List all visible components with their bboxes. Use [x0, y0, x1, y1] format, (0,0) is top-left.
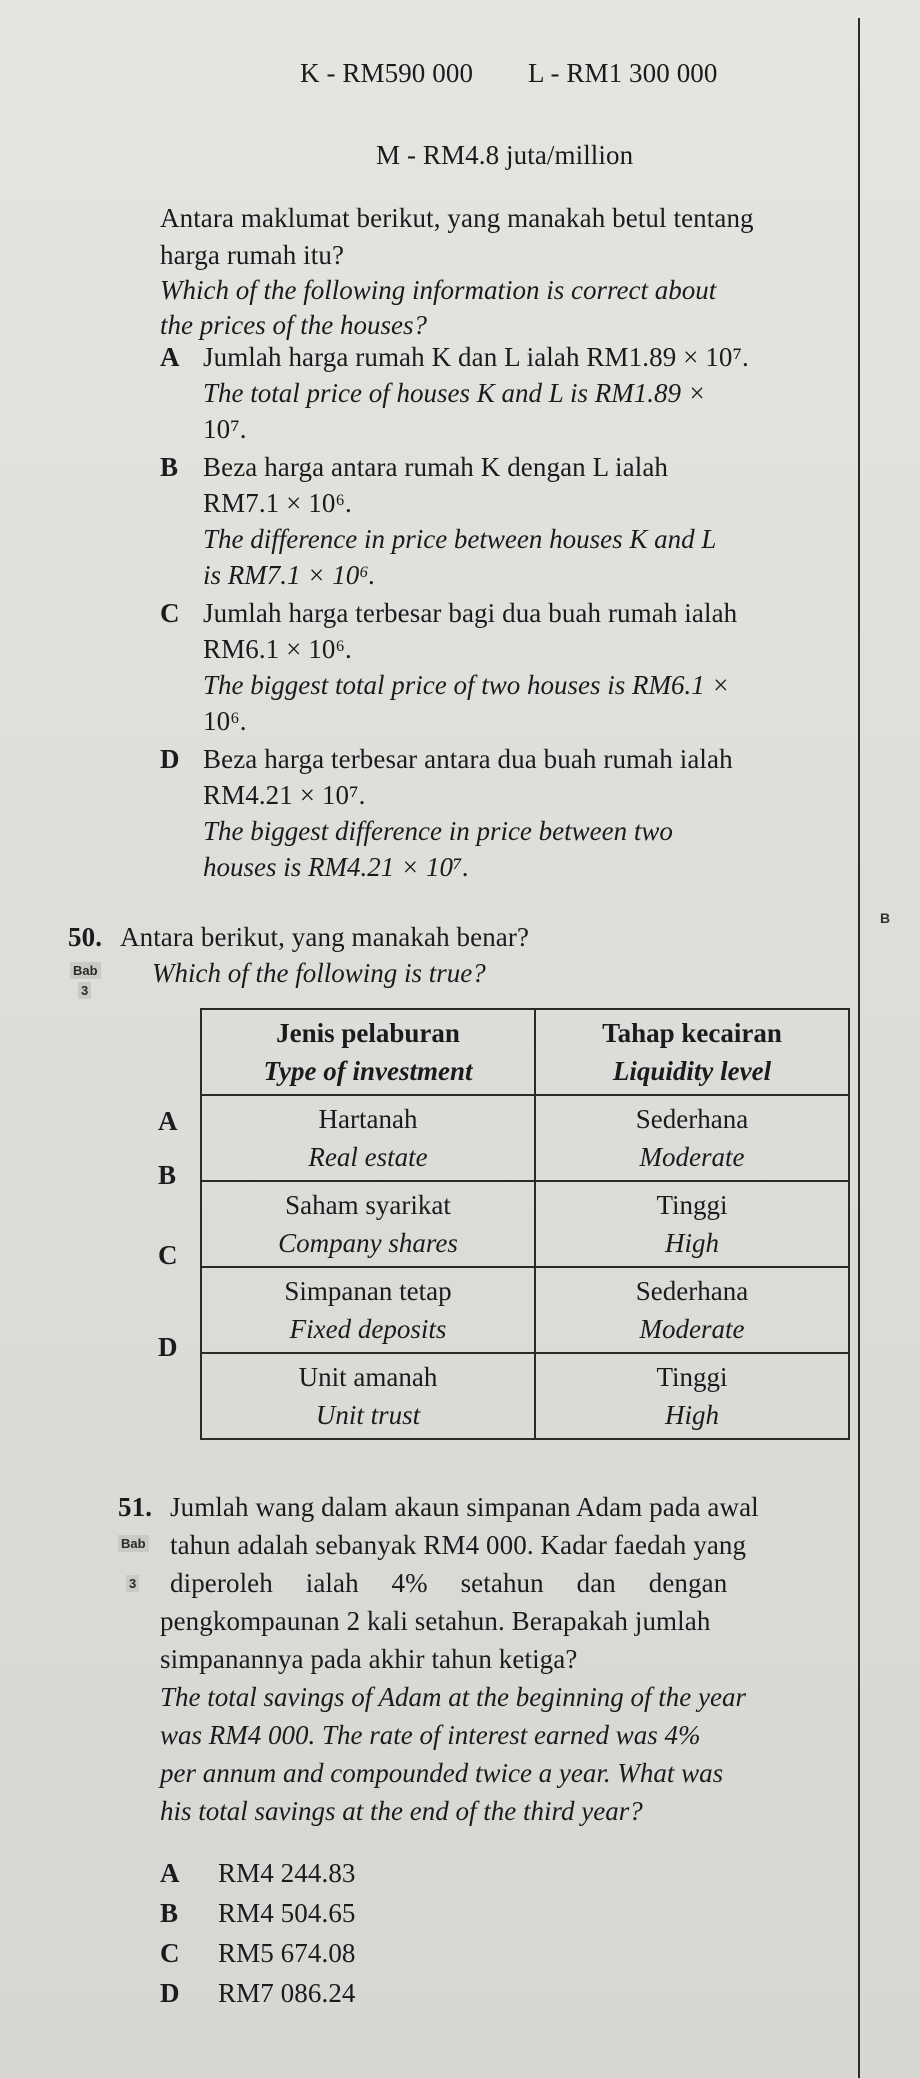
- q51-ms-1: Jumlah wang dalam akaun simpanan Adam pada awal: [170, 1492, 759, 1522]
- q49-option-a-en-1: The total price of houses K and L is RM1.89 ×: [203, 378, 706, 408]
- q49-option-d-en-1: The biggest difference in price between two: [203, 816, 673, 846]
- q49-option-b-en-2: is RM7.1 × 10⁶.: [203, 560, 376, 590]
- q50-number: 50.: [68, 922, 103, 952]
- q51-option-c-text: RM5 674.08: [218, 1938, 356, 1968]
- q49-stem-ms-1: Antara maklumat berikut, yang manakah betul tentang: [160, 203, 754, 233]
- liquidity-ms: Sederhana: [635, 1104, 749, 1134]
- investment-ms: Simpanan tetap: [284, 1276, 452, 1306]
- q50-stem-ms: Antara berikut, yang manakah benar?: [120, 922, 530, 952]
- liquidity-ms: Tinggi: [656, 1190, 728, 1220]
- q49-option-d-ms-1: Beza harga terbesar antara dua buah rumah ialah: [203, 744, 733, 774]
- q51-option-a-letter[interactable]: A: [160, 1858, 180, 1888]
- q51-option-b-text: RM4 504.65: [218, 1898, 356, 1928]
- q49-stem-en-1: Which of the following information is correct about: [160, 275, 717, 305]
- q49-option-b-ms-2: RM7.1 × 10⁶.: [203, 488, 352, 518]
- cell-liquidity: [535, 1267, 849, 1353]
- q51-en-2: was RM4 000. The rate of interest earned was 4%: [160, 1720, 701, 1750]
- cell-investment: [201, 1353, 535, 1439]
- liquidity-ms: Tinggi: [656, 1362, 728, 1392]
- investment-en: Company shares: [278, 1228, 458, 1258]
- q51-ms-3: diperoleh ialah 4% setahun dan dengan: [170, 1568, 728, 1598]
- q50-stem-en: Which of the following is true?: [152, 958, 486, 988]
- investment-ms: Unit amanah: [298, 1362, 438, 1392]
- q49-option-d-ms-2: RM4.21 × 10⁷.: [203, 780, 366, 810]
- investment-en: Real estate: [308, 1142, 428, 1172]
- q51-ms-4: pengkompaunan 2 kali setahun. Berapakah jumlah: [160, 1606, 711, 1636]
- q50-row-d-letter[interactable]: D: [158, 1332, 178, 1362]
- header-liquidity-level: [535, 1009, 849, 1095]
- liquidity-en: Moderate: [639, 1142, 745, 1172]
- header-col1-en: Type of investment: [263, 1056, 473, 1086]
- liquidity-en: High: [665, 1400, 719, 1430]
- price-k: K - RM590 000: [300, 58, 474, 88]
- q49-option-a-en-2: 10⁷.: [203, 414, 247, 444]
- cell-liquidity: [535, 1095, 849, 1181]
- margin-line: [858, 18, 860, 2078]
- q49-option-a-ms: Jumlah harga rumah K dan L ialah RM1.89 × 10⁷.: [203, 342, 749, 372]
- q51-bab-num: 3: [126, 1575, 139, 1592]
- q50-bab-num: 3: [78, 982, 91, 999]
- cell-liquidity: [535, 1181, 849, 1267]
- q50-row-b-letter[interactable]: B: [158, 1160, 177, 1190]
- table-row: [201, 1095, 849, 1181]
- price-m: M - RM4.8 juta/million: [376, 140, 634, 170]
- investment-ms: Saham syarikat: [285, 1190, 451, 1220]
- q51-option-b-letter[interactable]: B: [160, 1898, 179, 1928]
- table-row: [201, 1267, 849, 1353]
- investment-table: [200, 1008, 850, 1440]
- investment-en: Fixed deposits: [289, 1314, 447, 1344]
- q49-option-b-en-1: The difference in price between houses K and L: [203, 524, 717, 554]
- liquidity-ms: Sederhana: [635, 1276, 749, 1306]
- header-col2-ms: Tahap kecairan: [602, 1018, 782, 1048]
- q49-stem-ms-2: harga rumah itu?: [160, 240, 345, 270]
- q51-ms-5: simpanannya pada akhir tahun ketiga?: [160, 1644, 578, 1674]
- q49-option-c-ms-1: Jumlah harga terbesar bagi dua buah rumah ialah: [203, 598, 738, 628]
- cell-investment: [201, 1267, 535, 1353]
- q49-option-a-letter[interactable]: A: [160, 342, 180, 372]
- q49-option-d-en-2: houses is RM4.21 × 10⁷.: [203, 852, 470, 882]
- q51-en-1: The total savings of Adam at the beginning of the year: [160, 1682, 746, 1712]
- q51-option-a-text: RM4 244.83: [218, 1858, 356, 1888]
- q49-option-c-ms-2: RM6.1 × 10⁶.: [203, 634, 352, 664]
- q51-ms-2: tahun adalah sebanyak RM4 000. Kadar faedah yang: [170, 1530, 747, 1560]
- q49-option-b-letter[interactable]: B: [160, 452, 179, 482]
- price-l: L - RM1 300 000: [528, 58, 718, 88]
- q49-stem-en-2: the prices of the houses?: [160, 310, 427, 340]
- investment-ms: Hartanah: [318, 1104, 418, 1134]
- table-header-row: [201, 1009, 849, 1095]
- q49-option-c-letter[interactable]: C: [160, 598, 180, 628]
- cell-liquidity: [535, 1353, 849, 1439]
- q49-option-b-ms-1: Beza harga antara rumah K dengan L ialah: [203, 452, 669, 482]
- header-col1-ms: Jenis pelaburan: [276, 1018, 460, 1048]
- q50-row-c-letter[interactable]: C: [158, 1240, 178, 1270]
- q51-en-4: his total savings at the end of the third year?: [160, 1796, 643, 1826]
- liquidity-en: Moderate: [639, 1314, 745, 1344]
- q51-option-d-text: RM7 086.24: [218, 1978, 356, 2008]
- q49-option-c-en-2: 10⁶.: [203, 706, 247, 736]
- q51-option-c-letter[interactable]: C: [160, 1938, 180, 1968]
- q49-option-d-letter[interactable]: D: [160, 744, 180, 774]
- q51-number: 51.: [118, 1492, 153, 1522]
- header-col2-en: Liquidity level: [612, 1056, 772, 1086]
- header-type-of-investment: [201, 1009, 535, 1095]
- cell-investment: [201, 1181, 535, 1267]
- investment-en: Unit trust: [315, 1400, 421, 1430]
- q50-bab-badge: Bab: [70, 962, 101, 979]
- q49-option-c-en-1: The biggest total price of two houses is RM6.1 ×: [203, 670, 730, 700]
- q50-row-a-letter[interactable]: A: [158, 1106, 178, 1136]
- table-row: [201, 1181, 849, 1267]
- liquidity-en: High: [665, 1228, 719, 1258]
- table-row: [201, 1353, 849, 1439]
- side-mark: B: [880, 910, 891, 926]
- cell-investment: [201, 1095, 535, 1181]
- q51-en-3: per annum and compounded twice a year. What was: [160, 1758, 724, 1788]
- q51-option-d-letter[interactable]: D: [160, 1978, 180, 2008]
- q51-bab-badge: Bab: [118, 1535, 149, 1552]
